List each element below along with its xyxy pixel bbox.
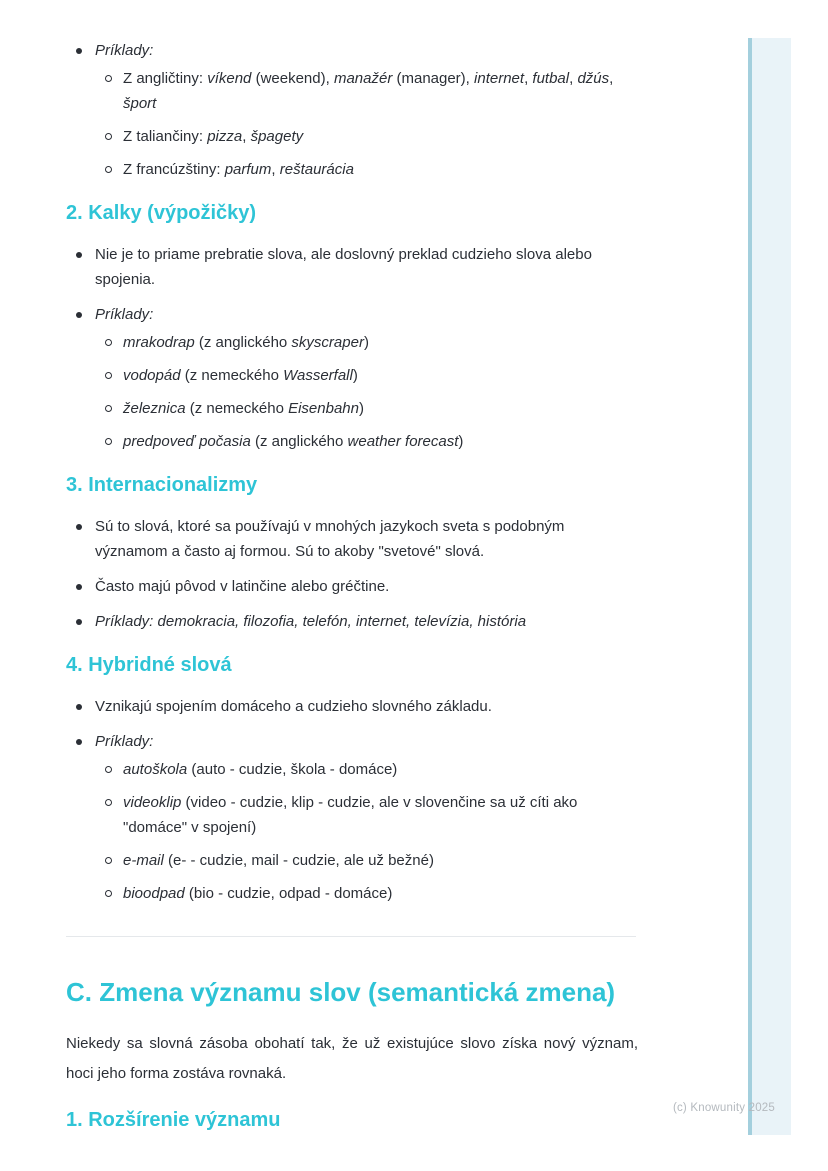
list-item: Z taliančiny: pizza, špagety (95, 124, 638, 149)
list-item: Vznikajú spojením domáceho a cudzieho slovného základu. (66, 694, 638, 719)
list-item (66, 729, 638, 906)
list-item (66, 38, 638, 182)
lead-paragraph: Niekedy sa slovná zásoba obohatí tak, že už existujúce slovo získa nový význam, hoci jeho forma zostáva rovnaká. (66, 1035, 638, 1082)
section-divider (66, 936, 636, 937)
examples-label: Príklady: (95, 306, 154, 323)
list-item: Nie je to priame prebratie slova, ale doslovný preklad cudzieho slova alebo spojenia. (66, 242, 638, 292)
list-item: mrakodrap (z anglického skyscraper) (95, 330, 638, 355)
list-item: vodopád (z nemeckého Wasserfall) (95, 363, 638, 388)
subsection-heading-rozsirenie: 1. Rozšírenie významu (66, 1109, 281, 1131)
list-item: Sú to slová, ktoré sa používajú v mnohých jazykoch sveta s podobným významom a často aj formou. Sú to akoby "svetové" slová. (66, 514, 638, 564)
list-item: Z francúzštiny: parfum, reštaurácia (95, 157, 638, 182)
list-item: videoklip (video - cudzie, klip - cudzie, ale v slovenčine sa už cíti ako "domáce" v spojení) (95, 790, 638, 840)
list-item (66, 302, 638, 454)
examples-label: Príklady: (95, 733, 154, 750)
kalky-examples-sublist (95, 330, 638, 454)
intro-examples-sublist (95, 66, 638, 182)
section-heading-internacionalizmy: 3. Internacionalizmy (66, 474, 258, 496)
list-item: Z angličtiny: víkend (weekend), manažér (manager), internet, futbal, džús, šport (95, 66, 638, 116)
list-item: bioodpad (bio - cudzie, odpad - domáce) (95, 881, 638, 906)
page-edge-stripe (748, 38, 791, 1135)
list-item: železnica (z nemeckého Eisenbahn) (95, 396, 638, 421)
examples-label: Príklady: (95, 42, 154, 59)
internacionalizmy-list (66, 514, 638, 634)
document-content (66, 38, 638, 1149)
list-item: Príklady: demokracia, filozofia, telefón, internet, televízia, história (66, 609, 638, 634)
main-heading-zmena: C. Zmena významu slov (semantická zmena) (66, 977, 616, 1007)
list-item: Často majú pôvod v latinčine alebo gréčtine. (66, 574, 638, 599)
intro-examples-list (66, 38, 638, 182)
kalky-list (66, 242, 638, 454)
list-item: e-mail (e- - cudzie, mail - cudzie, ale už bežné) (95, 848, 638, 873)
copyright-watermark: (c) Knowunity 2025 (672, 1102, 775, 1114)
list-item: autoškola (auto - cudzie, škola - domáce) (95, 757, 638, 782)
hybridne-examples-sublist (95, 757, 638, 906)
section-heading-hybridne: 4. Hybridné slová (66, 654, 232, 676)
list-item: predpoveď počasia (z anglického weather forecast) (95, 429, 638, 454)
hybridne-list (66, 694, 638, 906)
section-heading-kalky: 2. Kalky (výpožičky) (66, 202, 257, 224)
